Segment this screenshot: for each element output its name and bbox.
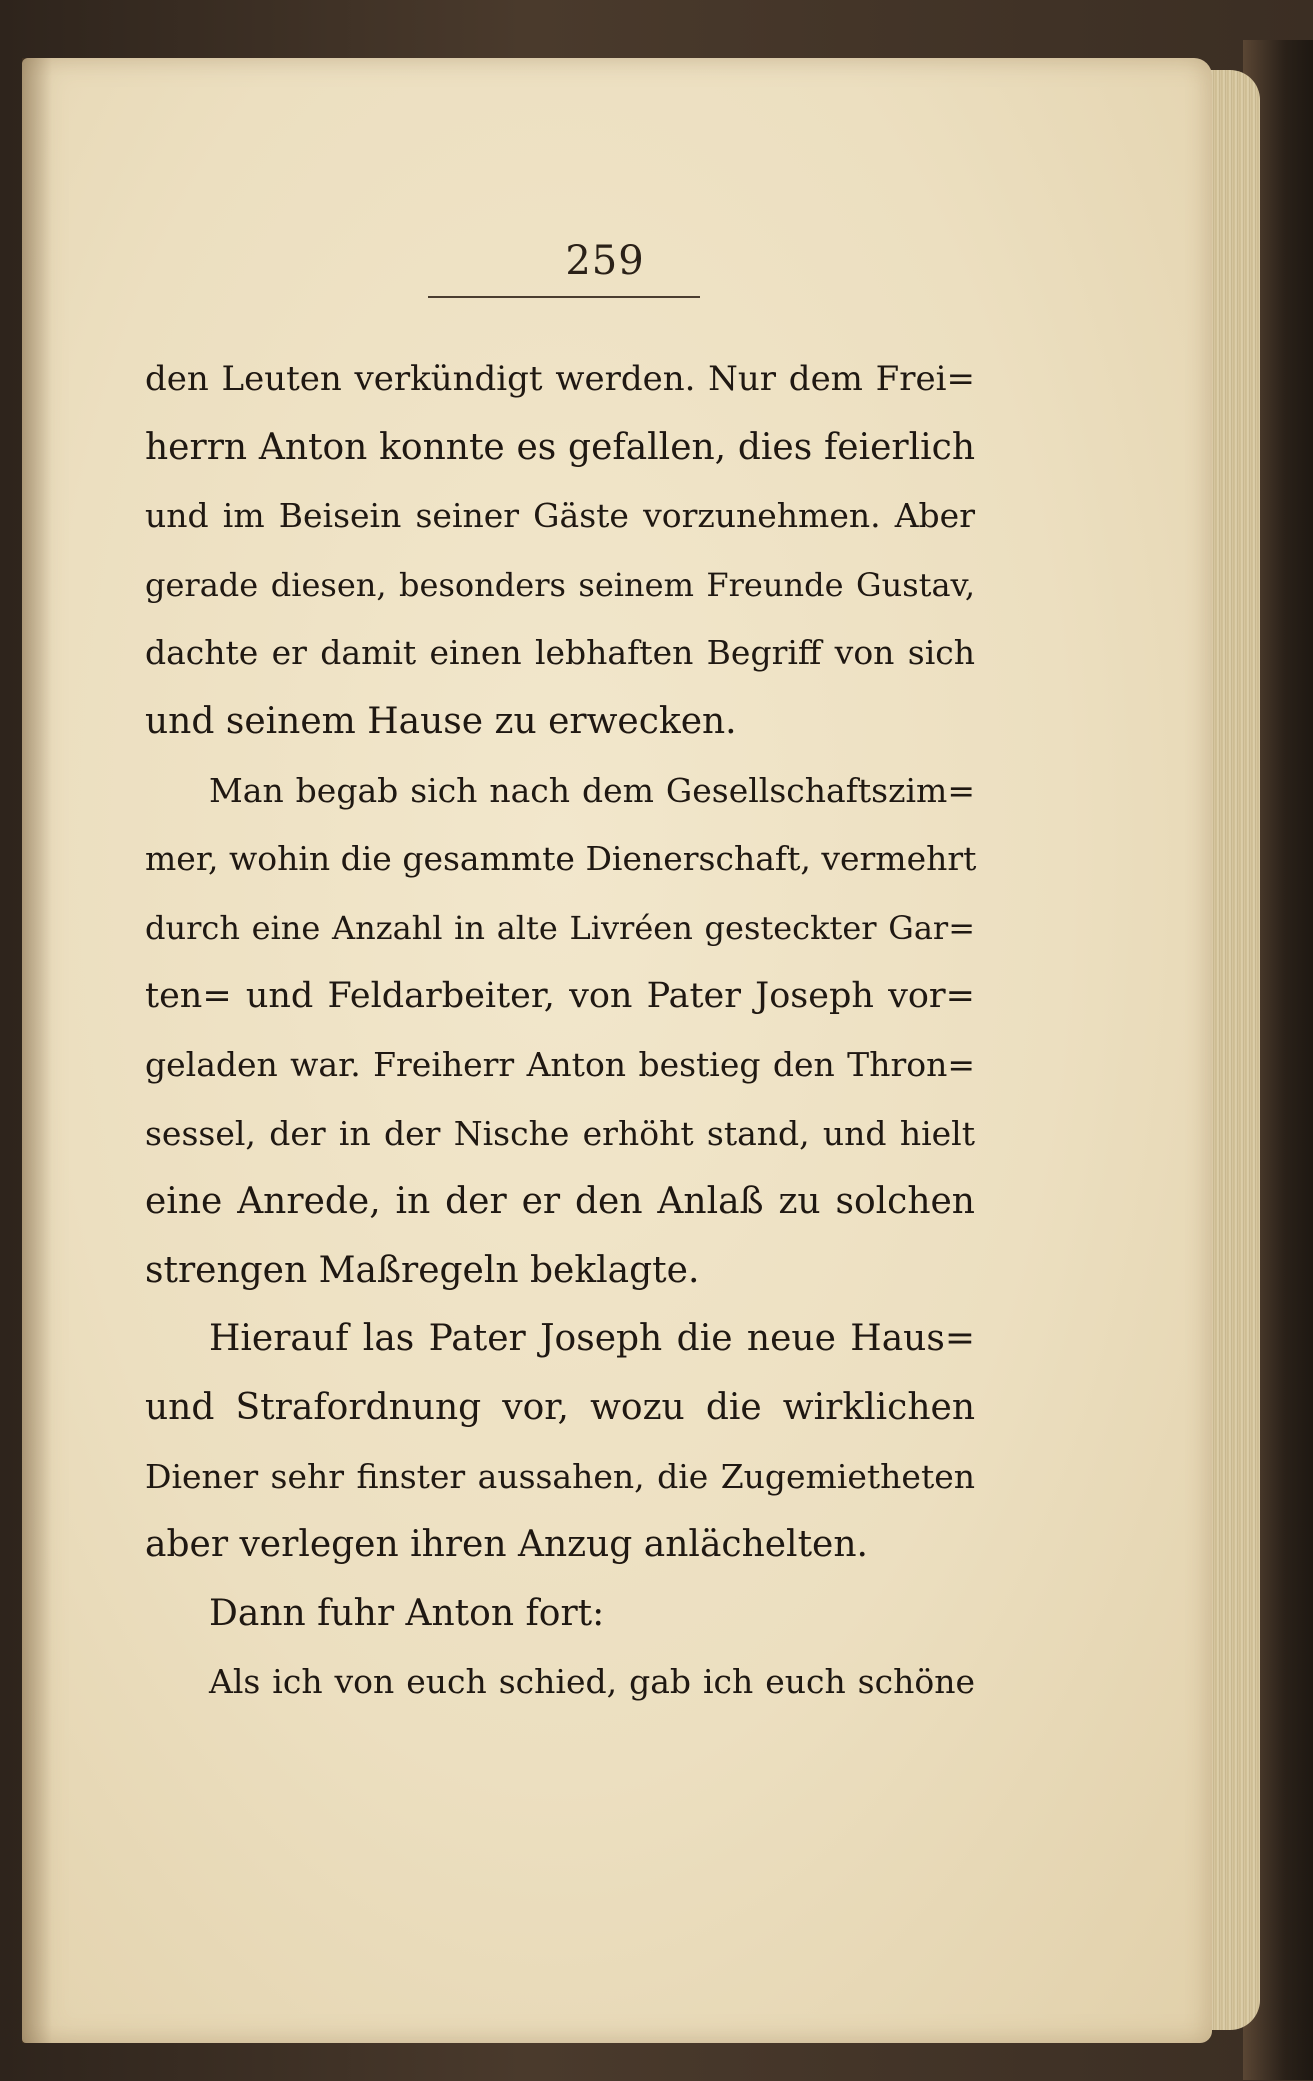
text-line: geladen war. Freiherr Anton bestieg den Thron= [145,1044,975,1084]
text-line: den Leuten verkündigt werden. Nur dem Frei= [145,359,975,399]
header-rule [428,296,700,298]
text-line: Diener sehr finster aussahen, die Zugemietheten [145,1456,975,1496]
text-line: mer, wohin die gesammte Dienerschaft, vermehrt [145,839,977,879]
body-text [145,345,975,1717]
text-line: und im Beisein seiner Gäste vorzunehmen. Aber [145,496,975,536]
text-line: strengen Maßregeln beklagte. [145,1249,700,1291]
text-line: ten= und Feldarbeiter, von Pater Joseph vor= [145,976,975,1017]
text-line: Hierauf las Pater Joseph die neue Haus= [209,1318,975,1360]
text-line: sessel, der in der Nische erhöht stand, und hielt [145,1113,975,1153]
text-line: dachte er damit einen lebhaften Begriff von sich [145,633,975,673]
text-line: eine Anrede, in der er den Anlaß zu solchen [145,1181,975,1223]
text-line: Als ich von euch schied, gab ich euch schöne [209,1662,975,1702]
text-line: Dann fuhr Anton fort: [209,1592,605,1634]
page-number: 259 [565,238,645,284]
spine-shadow [22,58,52,2043]
text-line: herrn Anton konnte es gefallen, dies feierlich [145,426,975,468]
text-line: und seinem Hause zu erwecken. [145,700,737,742]
text-line: Man begab sich nach dem Gesellschaftszim= [209,770,975,810]
text-line: durch eine Anzahl in alte Livréen gesteckter Gar= [145,908,975,947]
text-line: aber verlegen ihren Anzug anlächelten. [145,1524,868,1566]
text-line: und Strafordnung vor, wozu die wirklichen [145,1386,975,1428]
text-line: gerade diesen, besonders seinem Freunde Gustav, [145,565,975,604]
